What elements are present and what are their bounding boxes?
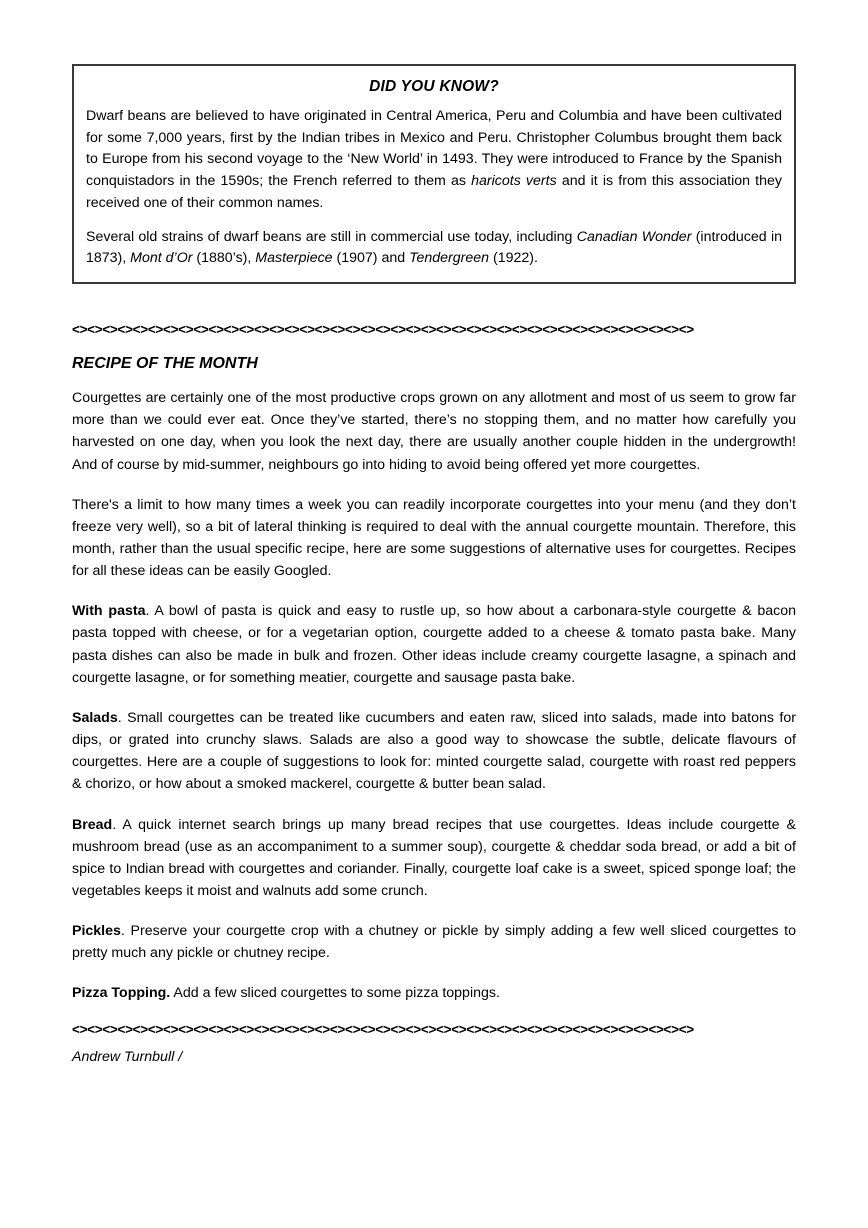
section-body-pizza-topping: Add a few sliced courgettes to some pizza toppings. xyxy=(170,985,500,1002)
fact-p2-text-c: (1880’s), xyxy=(192,250,256,267)
fact-p1-italic: haricots verts xyxy=(471,173,557,190)
section-salads xyxy=(72,707,796,796)
fact-p2-text-d: (1907) and xyxy=(332,250,410,267)
did-you-know-box xyxy=(72,64,796,284)
section-body-bread: . A quick internet search brings up many bread recipes that use courgettes. Ideas include courgette & mushroom bread (use as an accompaniment to a summer soup), courgette & cheddar soda bread, or add a bit of spice to Indian bread with courgettes and coriander. Finally, courgette loaf cake is a sweet, spiced sponge loaf; the vegetables keeps it moist and walnuts add some crunch. xyxy=(72,816,796,899)
divider-top: <><><><><><><><><><><><><><><><><><><><><><><><><><><><><><><><><><><><><><><><><> xyxy=(72,322,694,338)
fact-p2-italic-1: Canadian Wonder xyxy=(576,228,692,245)
did-you-know-paragraph-1 xyxy=(86,106,782,215)
fact-p1-text-a: Dwarf beans are believed to have originated in Central America, Peru and Columbia and have been cultivated for some 7,000 years, first by the Indian tribes in Mexico and Peru. Christopher Columbus brought them back to Europe from his second voyage to the ‘New World’ in 1493. They were introduced to France by the Spanish conquistadors in the 1590s; the French referred to them as xyxy=(86,108,782,190)
fact-p2-italic-4: Tendergreen xyxy=(409,250,490,267)
section-body-salads: . Small courgettes can be treated like cucumbers and eaten raw, sliced into salads, made into batons for dips, or grated into crunchy slaws. Salads are also a good way to showcase the subtle, delicate flavours of courgettes. Here are a couple of suggestions to look for: minted courgette salad, courgette with roast red peppers & chorizo, or how about a smoked mackerel, courgette & butter bean salad. xyxy=(72,709,796,793)
section-lead-salads: Salads xyxy=(72,709,118,726)
fact-p2-text-b: (introduced in 1873), xyxy=(86,228,783,267)
recipe-of-the-month-heading: RECIPE OF THE MONTH xyxy=(72,355,258,373)
section-lead-bread: Bread xyxy=(72,816,113,833)
section-body-with-pasta: . A bowl of pasta is quick and easy to rustle up, so how about a carbonara-style courgette & bacon pasta topped with cheese, or for a vegetarian option, courgette added to a cheese & tomato pasta bake. Many pasta dishes can also be made in bulk and frozen. Other ideas include creamy courgette lasagne, a spinach and courgette lasagne, or for something meatier, courgette and sausage pasta bake. xyxy=(72,603,796,686)
did-you-know-paragraph-2 xyxy=(86,227,782,270)
section-lead-pickles: Pickles xyxy=(72,923,121,940)
recipe-second-paragraph: There's a limit to how many times a week you can readily incorporate courgettes into your menu (and they don’t freeze very well), so a bit of lateral thinking is required to deal with the annual courgette mountain. Therefore, this month, rather than the usual specific recipe, here are some suggestions of alternative uses for courgettes. Recipes for all these ideas can be easily Googled. xyxy=(72,496,796,580)
section-lead-with-pasta: With pasta xyxy=(72,603,146,620)
author-signature: Andrew Turnbull / xyxy=(72,1048,183,1065)
section-pizza-topping xyxy=(72,982,796,1004)
section-with-pasta xyxy=(72,600,796,689)
fact-p2-text-a: Several old strains of dwarf beans are still in commercial use today, including xyxy=(86,228,577,245)
did-you-know-title: DID YOU KNOW? xyxy=(369,78,499,95)
fact-p2-text-e: (1922). xyxy=(489,250,538,267)
section-lead-pizza-topping: Pizza Topping. xyxy=(72,985,171,1002)
recipe-intro-paragraph: Courgettes are certainly one of the most productive crops grown on any allotment and most of us seem to grow far more than we could ever eat. Once they’ve started, there’s no stopping them, and no matter how carefully you harvested on one day, when you look the next day, there are usually another couple hidden in the undergrowth! And of course by mid-summer, neighbours go into hiding to avoid being offered yet more courgettes. xyxy=(72,390,796,473)
fact-p2-italic-2: Mont d’Or xyxy=(130,250,193,267)
section-bread xyxy=(72,814,796,903)
fact-p1-text-b: and it is from this association they received one of their common names. xyxy=(86,173,782,211)
divider-bottom: <><><><><><><><><><><><><><><><><><><><><><><><><><><><><><><><><><><><><><><><><> xyxy=(72,1021,694,1037)
fact-p2-italic-3: Masterpiece xyxy=(255,250,333,267)
section-body-pickles: . Preserve your courgette crop with a chutney or pickle by simply adding a few well sliced courgettes to pretty much any pickle or chutney recipe. xyxy=(72,923,796,962)
section-pickles xyxy=(72,920,796,964)
